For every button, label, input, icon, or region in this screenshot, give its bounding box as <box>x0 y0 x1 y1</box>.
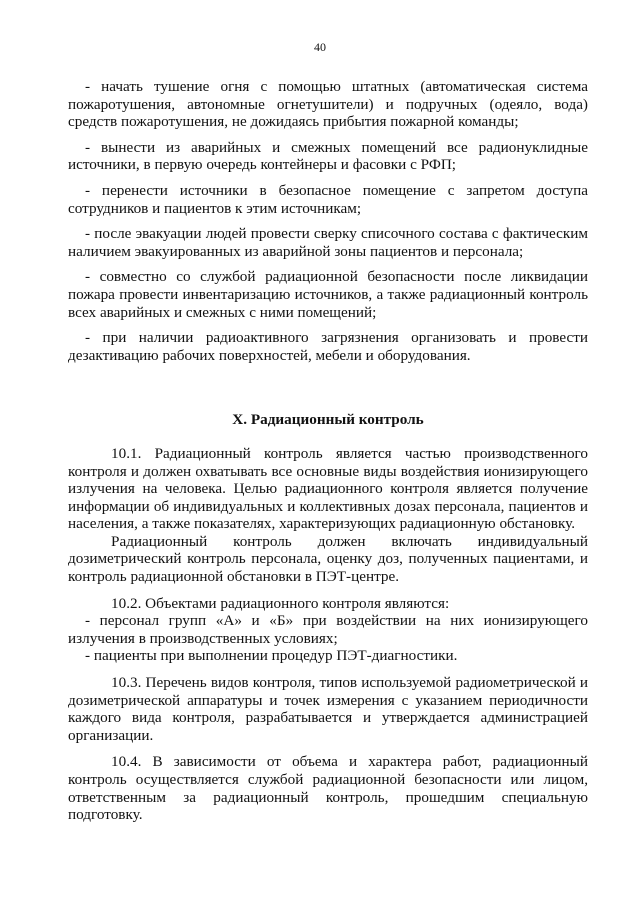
paragraph-10-2: 10.2. Объектами радиационного контроля являются: <box>111 594 450 612</box>
list-item: - персонал групп «А» и «Б» при воздействии на них ионизирующего излучения в производственных условиях; <box>68 612 588 647</box>
paragraph-10-1-continued: Радиационный контроль должен включать индивидуальный дозиметрический контроль персонала, оценку доз, полученных пациентами, и контроль радиационной обстановки в ПЭТ-центре. <box>68 532 588 586</box>
paragraph-10-3: 10.3. Перечень видов контроля, типов используемой радиометрической и дозиметрической аппаратуры и точек измерения с указанием периодичности каждого вида контроля, разрабатывается и утверждается администрацией организации. <box>68 674 588 744</box>
page-number: 40 <box>314 40 326 54</box>
list-item: - после эвакуации людей провести сверку списочного состава с фактическим наличием эвакуированных из аварийной зоны пациентов и персонала; <box>68 225 588 260</box>
list-item: - перенести источники в безопасное помещение с запретом доступа сотрудников и пациентов к этим источникам; <box>68 181 588 217</box>
list-item: - пациенты при выполнении процедур ПЭТ-диагностики. <box>85 647 458 665</box>
section-heading: X. Радиационный контроль <box>232 411 424 429</box>
paragraph-10-4: 10.4. В зависимости от объема и характера работ, радиационный контроль осуществляется службой радиационной безопасности или лицом, ответственным за радиационный контроль, прошедшим специальную подготовку. <box>68 753 588 824</box>
list-item: - совместно со службой радиационной безопасности после ликвидации пожара провести инвентаризацию источников, а также радиационный контроль всех аварийных и смежных с ними помещений; <box>68 268 588 321</box>
paragraph-10-1: 10.1. Радиационный контроль является частью производственного контроля и должен охватывать все основные виды воздействия ионизирующего излучения на человека. Целью радиационного контроля является получение информации об индивидуальных и коллективных дозах персонала, пациентов и населения, а также показателях, характеризующих радиационную обстановку. <box>68 444 588 533</box>
list-item: - начать тушение огня с помощью штатных (автоматическая система пожаротушения, автономные огнетушители) и подручных (одеяло, вода) средств пожаротушения, не дожидаясь прибытия пожарной команды; <box>68 78 588 131</box>
list-item: - при наличии радиоактивного загрязнения организовать и провести дезактивацию рабочих поверхностей, мебели и оборудования. <box>68 329 588 364</box>
list-item: - вынести из аварийных и смежных помещений все радионуклидные источники, в первую очередь контейнеры и фасовки с РФП; <box>68 138 588 174</box>
document-body <box>68 78 588 824</box>
